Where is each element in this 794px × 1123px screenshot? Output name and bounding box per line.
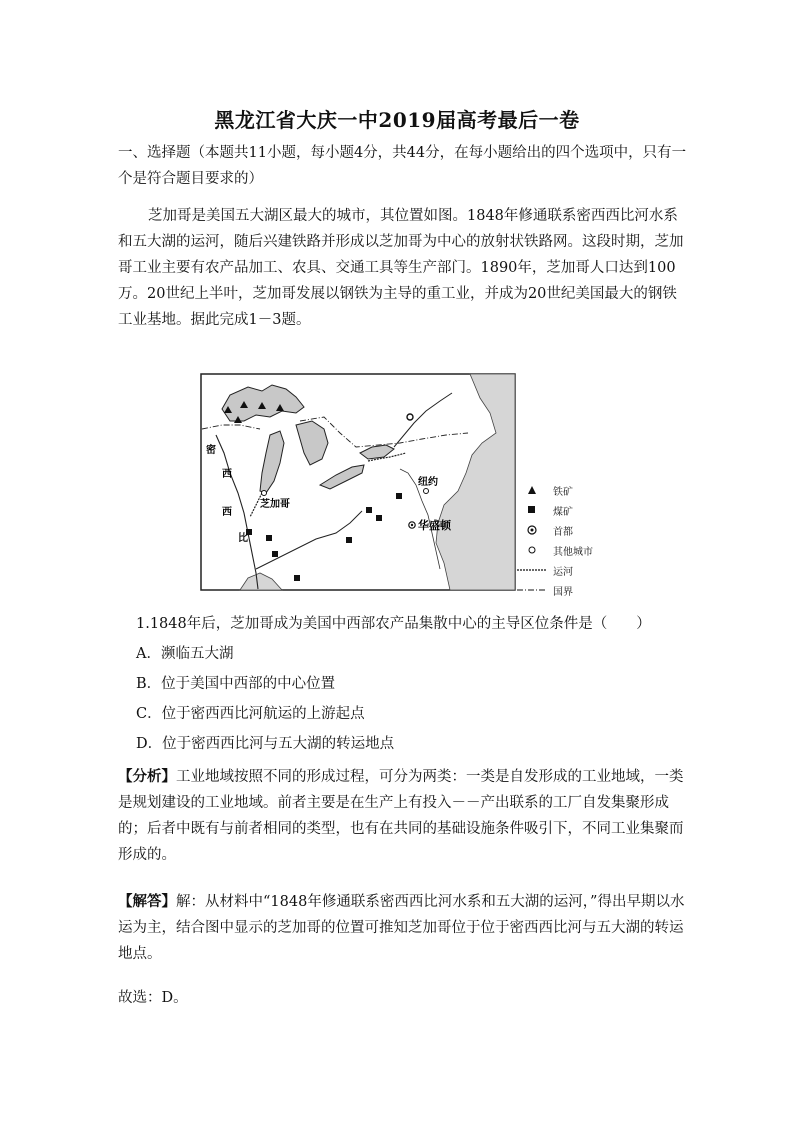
map-label-mi-1: 密 — [206, 445, 216, 456]
map-label-xi-1: 西 — [222, 469, 232, 480]
answer-block — [118, 889, 688, 967]
legend-row — [515, 540, 615, 560]
option-c[interactable]: C．位于密西西比河航运的上游起点 — [136, 706, 365, 722]
legend-label: 运河 — [553, 566, 573, 578]
legend-row — [515, 560, 615, 580]
option-b[interactable]: B．位于美国中西部的中心位置 — [136, 676, 336, 692]
coal-mine-symbol — [396, 493, 402, 499]
question-1 — [118, 609, 688, 759]
border-icon — [515, 586, 549, 594]
square-icon — [515, 505, 549, 515]
great-lakes-map — [200, 373, 516, 591]
legend-label: 铁矿 — [553, 486, 573, 498]
city-chicago — [262, 491, 267, 496]
canal-icon — [515, 566, 549, 574]
circle-icon — [515, 545, 549, 555]
legend-label: 首都 — [553, 526, 573, 538]
analysis-label: 【分析】 — [118, 768, 176, 785]
coal-mine-symbol — [272, 551, 278, 557]
legend-row — [515, 500, 615, 520]
legend-label: 国界 — [553, 586, 573, 598]
legend-row — [515, 480, 615, 500]
analysis-block — [118, 764, 688, 868]
coal-mine-symbol — [266, 535, 272, 541]
option-a[interactable]: A．濒临五大湖 — [136, 646, 234, 662]
map-label-chicago: 芝加哥 — [260, 499, 290, 510]
section-heading — [118, 140, 688, 192]
intro-passage — [118, 203, 688, 333]
answer-text: 解：从材料中“1848年修通联系密西西比河水系和五大湖的运河，”得出早期以水运为主，结合图中显示的芝加哥的位置可推知芝加哥位于位于密西西比河与五大湖的转运地点。 — [118, 894, 685, 962]
section-heading-line: 个是符合题目要求的） — [118, 171, 263, 187]
map-label-bi: 比 — [238, 533, 248, 544]
coal-mine-symbol — [366, 507, 372, 513]
legend-row — [515, 580, 615, 600]
coal-mine-symbol — [294, 575, 300, 581]
coal-mine-symbol — [346, 537, 352, 543]
map-label-new-york: 纽约 — [418, 477, 438, 488]
page-title: 黑龙江省大庆一中2019届高考最后一卷 — [214, 108, 580, 132]
section-heading-line: 一、选择题（本题共11小题，每小题4分，共44分，在每小题给出的四个选项中，只有一 — [118, 145, 687, 161]
city-new-york — [424, 489, 429, 494]
intro-text: 芝加哥是美国五大湖区最大的城市，其位置如图。1848年修通联系密西西比河水系和五大湖的运河，随后兴建铁路并形成以芝加哥为中心的放射状铁路网。这段时期，芝加哥工业主要有农产品加工、农具、交通工具等生产部门。1890年，芝加哥人口达到100万。20世纪上半叶，芝加哥发展以钢铁为主导的重工业，并成为20世纪美国最大的钢铁工业基地。据此完成1－3题。 — [118, 208, 684, 328]
answer-label: 【解答】 — [118, 893, 176, 910]
option-d[interactable]: D．位于密西西比河与五大湖的转运地点 — [136, 736, 395, 752]
legend-row — [515, 520, 615, 540]
map-label-xi-2: 西 — [222, 507, 232, 518]
final-choice: 故选：D。 — [118, 990, 188, 1006]
map-legend — [515, 480, 615, 600]
analysis-text: 工业地域按照不同的形成过程，可分为两类：一类是自发形成的工业地域，一类是规划建设的工业地域。前者主要是在生产上有投入－－产出联系的工厂自发集聚形成的；后者中既有与前者相同的类型，也有在共同的基础设施条件吸引下，不同工业集聚而形成的。 — [118, 769, 684, 863]
capital-washington-dot — [411, 524, 413, 526]
coal-mine-symbol — [376, 515, 382, 521]
map-label-washington: 华盛顿 — [418, 519, 451, 532]
question-stem: 1.1848年后，芝加哥成为美国中西部农产品集散中心的主导区位条件是（ ） — [136, 616, 651, 632]
legend-label: 其他城市 — [553, 546, 593, 558]
capital-icon — [515, 525, 549, 535]
triangle-icon — [515, 485, 549, 495]
legend-label: 煤矿 — [553, 506, 573, 518]
city-montreal — [407, 414, 413, 420]
